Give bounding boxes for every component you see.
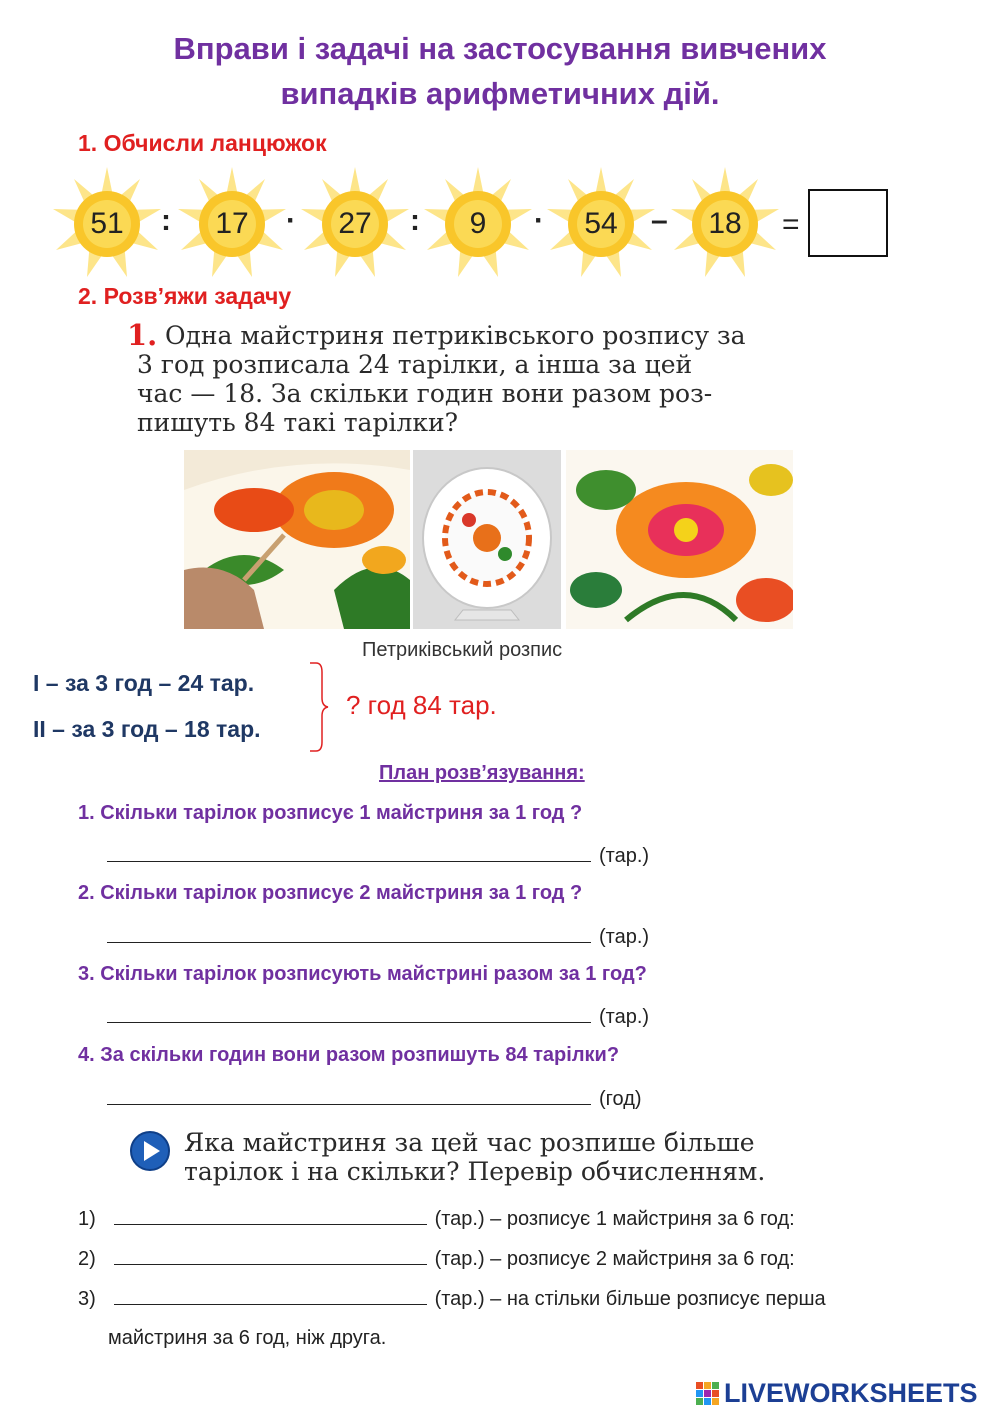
chain-operator: – bbox=[651, 204, 668, 237]
sun-3 bbox=[296, 165, 414, 283]
extra-line: тарілок і на скільки? Перевір обчисленням. bbox=[184, 1157, 766, 1186]
plan-title: План розв’язування: bbox=[379, 762, 585, 784]
item-number: 3) bbox=[78, 1288, 96, 1310]
problem-number: 1. bbox=[127, 318, 158, 352]
chain-number: 54 bbox=[584, 207, 618, 240]
photo-caption: Петриківський розпис bbox=[362, 639, 563, 661]
chain-number: 17 bbox=[215, 207, 249, 240]
plan-question-2: 2. Скільки тарілок розписує 2 майстриня за 1 год ? bbox=[78, 882, 583, 904]
answer-unit: (тар.) bbox=[599, 1006, 650, 1028]
given-line-2: ІІ – за 3 год – 18 тар. bbox=[33, 716, 261, 742]
answer-unit: (тар.) bbox=[599, 926, 650, 948]
answer-input[interactable] bbox=[107, 843, 591, 862]
chain-row bbox=[48, 168, 810, 280]
given-line-1: І – за 3 год – 24 тар. bbox=[33, 670, 255, 696]
problem-line: 3 год розписала 24 тарілки, а інша за цей bbox=[137, 350, 693, 379]
answer-input[interactable] bbox=[107, 1086, 591, 1105]
chain-number: 51 bbox=[90, 207, 124, 240]
page-title-line-2: випадків арифметичних дій. bbox=[280, 76, 720, 111]
plan-question-4: 4. За скільки годин вони разом розпишуть 84 тарілки? bbox=[78, 1044, 620, 1066]
extra-item-1 bbox=[78, 1206, 795, 1231]
chain-operator: · bbox=[534, 204, 544, 237]
page-title-line-1: Вправи і задачі на застосування вивчених bbox=[173, 31, 827, 66]
given-question: ? год 84 тар. bbox=[346, 690, 497, 720]
problem-line: пишуть 84 такі тарілки? bbox=[137, 408, 459, 437]
section-1-heading: 1. Обчисли ланцюжок bbox=[78, 130, 327, 156]
extra-line: Яка майстриня за цей час розпише більше bbox=[184, 1128, 755, 1157]
chain-operator: · bbox=[286, 204, 296, 237]
answer-input[interactable] bbox=[107, 1004, 591, 1023]
chain-number: 18 bbox=[708, 207, 742, 240]
item-number: 1) bbox=[78, 1208, 96, 1230]
answer-input[interactable] bbox=[114, 1246, 427, 1265]
sun-6 bbox=[666, 165, 784, 283]
logo-grid-icon bbox=[696, 1382, 722, 1406]
item-text: (тар.) – на стільки більше розписує перша bbox=[434, 1288, 826, 1310]
chain-operator: : bbox=[410, 204, 420, 237]
chain-operator: : bbox=[161, 204, 171, 237]
extra-item-2 bbox=[78, 1246, 795, 1271]
plan-answer-row-2 bbox=[107, 924, 649, 949]
problem-text bbox=[137, 321, 842, 437]
logo-text: LIVEWORKSHEETS bbox=[724, 1378, 978, 1408]
extra-item-3 bbox=[78, 1286, 826, 1311]
play-arrow-icon bbox=[129, 1130, 171, 1172]
answer-input[interactable] bbox=[114, 1286, 427, 1305]
plan-question-3: 3. Скільки тарілок розписують майстрині разом за 1 год? bbox=[78, 963, 647, 985]
problem-line: час — 18. За скільки годин вони разом роз- bbox=[137, 379, 713, 408]
plan-question-1: 1. Скільки тарілок розписує 1 майстриня за 1 год ? bbox=[78, 802, 583, 824]
answer-unit: (год) bbox=[599, 1088, 642, 1110]
brace-icon bbox=[306, 660, 330, 754]
problem-line: Одна майстриня петриківського розпису за bbox=[165, 321, 746, 350]
plan-answer-row-4 bbox=[107, 1086, 642, 1111]
sun-1 bbox=[48, 165, 166, 283]
chain-answer-input[interactable] bbox=[808, 189, 888, 257]
painted-plate-photo bbox=[413, 450, 561, 629]
answer-input[interactable] bbox=[114, 1206, 427, 1225]
sun-4 bbox=[419, 165, 537, 283]
sun-2 bbox=[173, 165, 291, 283]
item-text: (тар.) – розписує 1 майстриня за 6 год: bbox=[434, 1208, 795, 1230]
chain-operator: = bbox=[782, 208, 800, 241]
chain-number: 27 bbox=[338, 207, 372, 240]
plan-answer-row-1 bbox=[107, 843, 649, 868]
painting-hand-photo bbox=[184, 450, 410, 629]
answer-input[interactable] bbox=[107, 924, 591, 943]
section-2-heading: 2. Розв’яжи задачу bbox=[78, 283, 292, 309]
sun-5 bbox=[542, 165, 660, 283]
plan-answer-row-3 bbox=[107, 1004, 649, 1029]
extra-item-3-continuation: майстриня за 6 год, ніж друга. bbox=[108, 1327, 387, 1349]
extra-task-text bbox=[184, 1128, 856, 1186]
item-text: (тар.) – розписує 2 майстриня за 6 год: bbox=[434, 1248, 795, 1270]
floral-ornament-photo bbox=[566, 450, 793, 629]
item-number: 2) bbox=[78, 1248, 96, 1270]
answer-unit: (тар.) bbox=[599, 845, 650, 867]
chain-number: 9 bbox=[469, 207, 487, 240]
